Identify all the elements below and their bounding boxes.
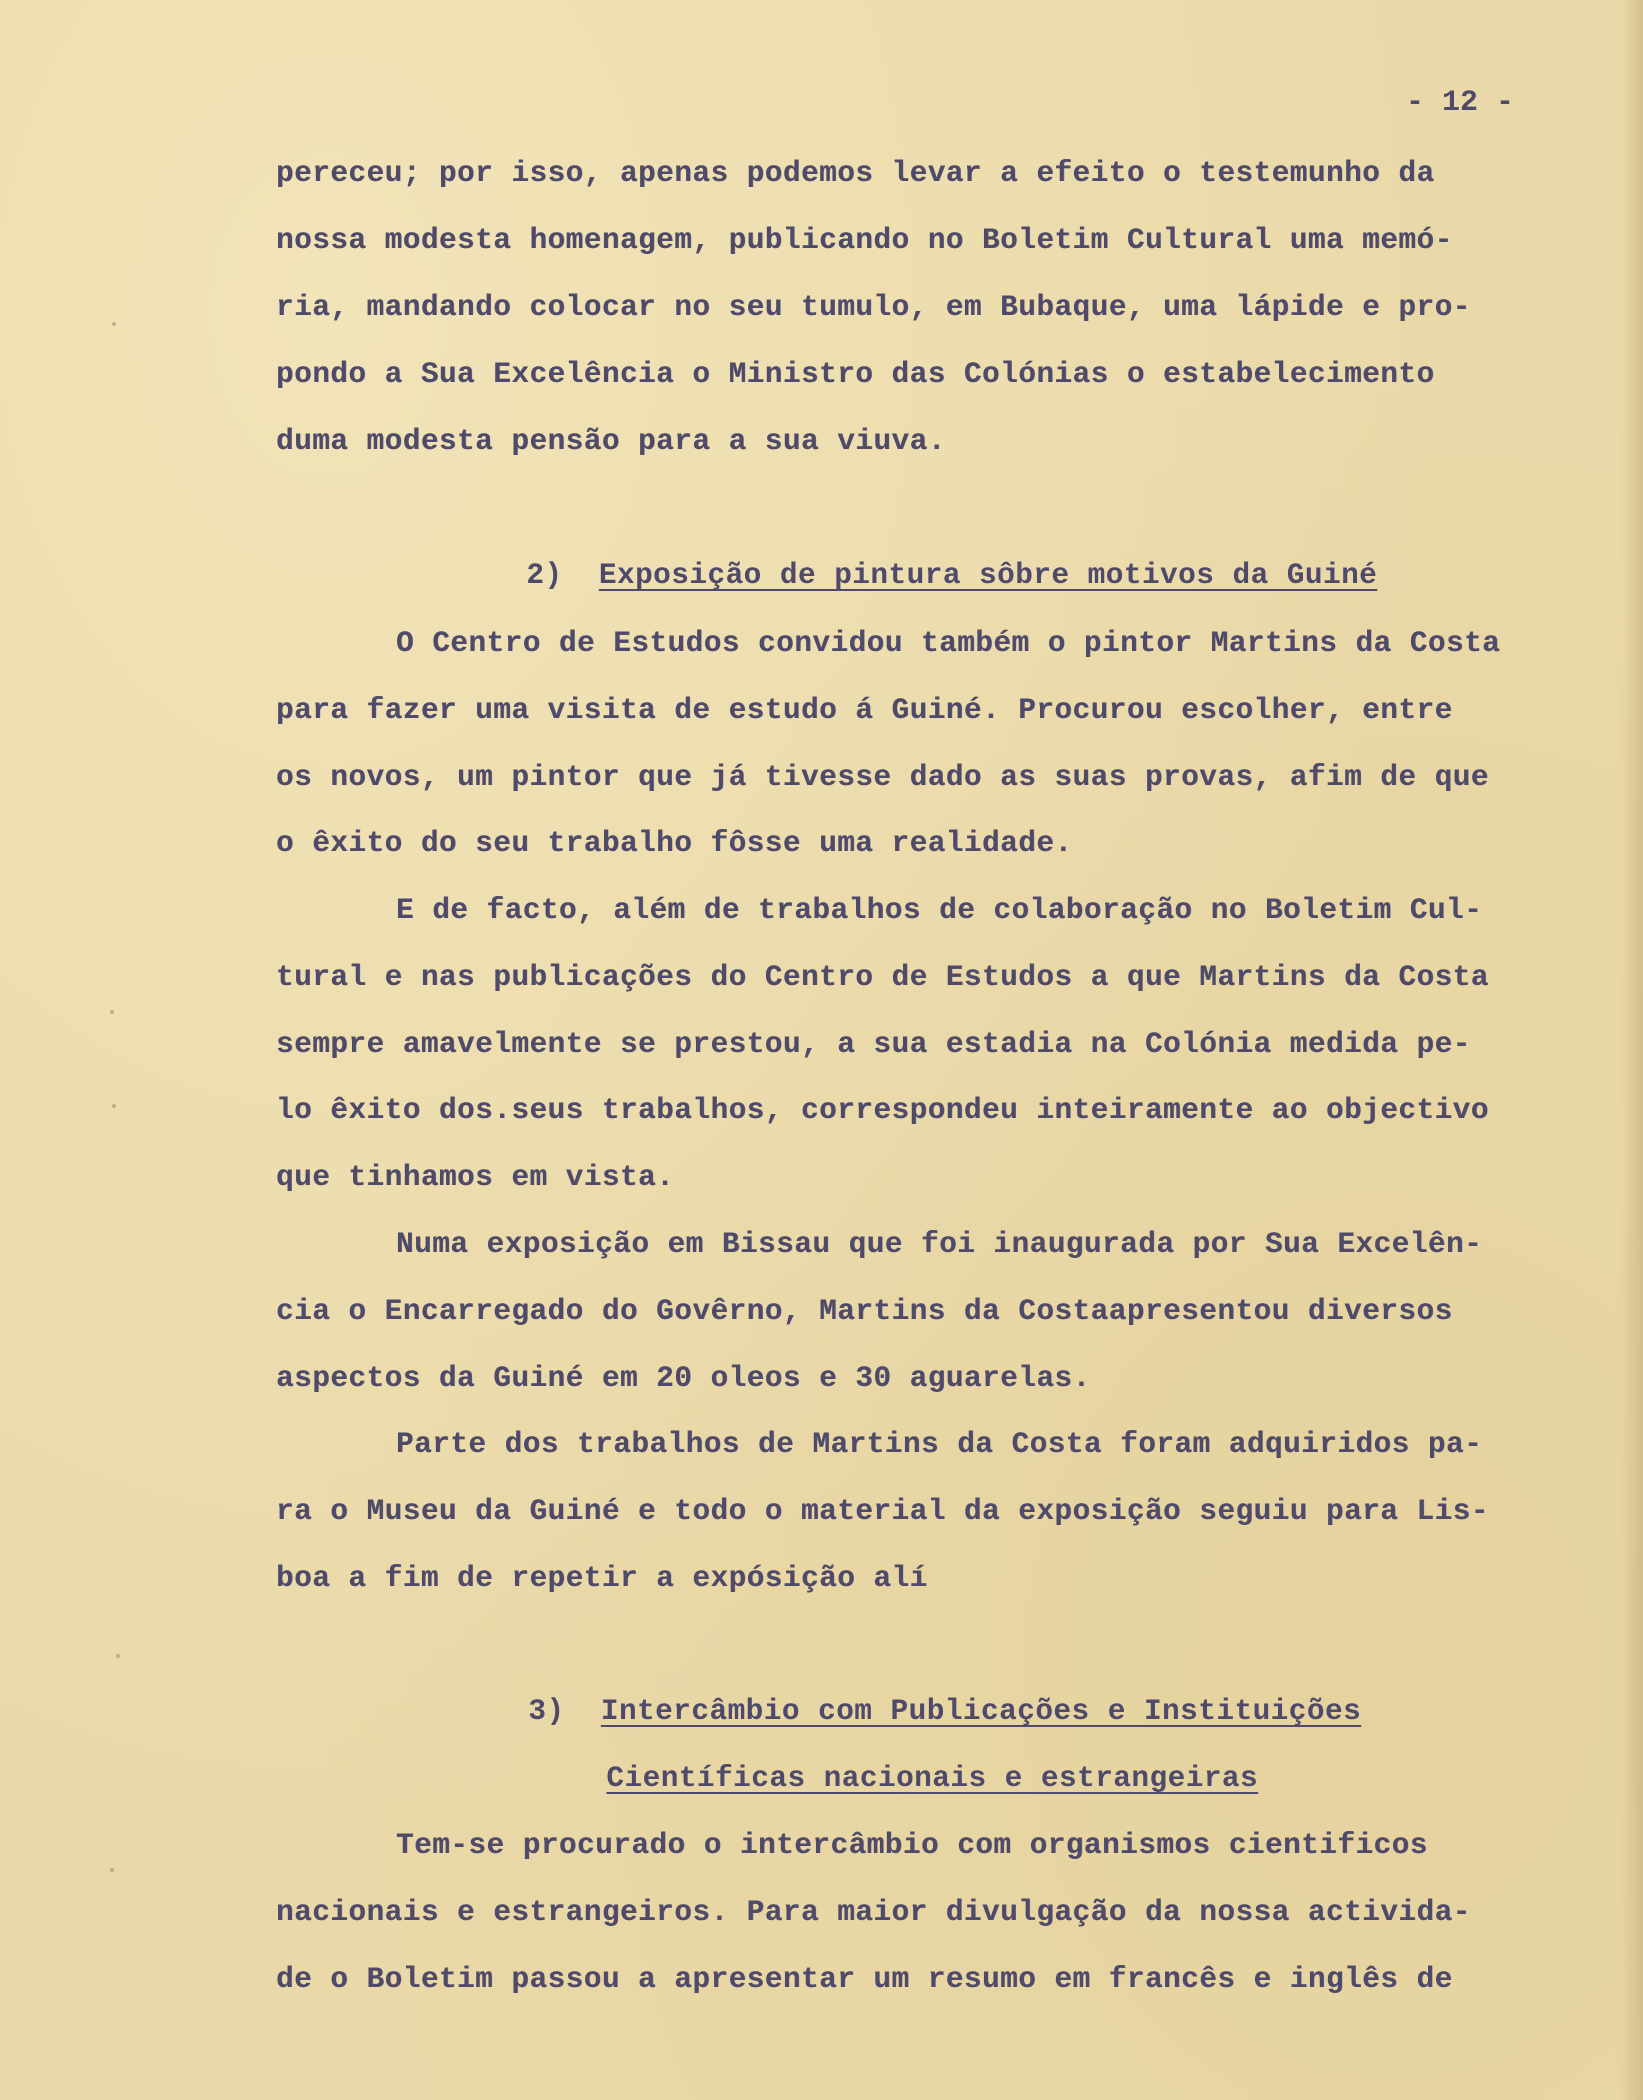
paragraph-4-line: Numa exposição em Bissau que foi inaugurada por Sua Excelên-	[396, 1227, 1483, 1261]
section-2-number: 2)	[526, 558, 563, 592]
paragraph-1-line: nossa modesta homenagem, publicando no Boletim Cultural uma memó-	[276, 223, 1453, 257]
section-2-title: Exposição de pintura sôbre motivos da Guiné	[598, 558, 1378, 592]
paragraph-1-line: duma modesta pensão para a sua viuva.	[276, 424, 946, 458]
paragraph-6-line: Tem-se procurado o intercâmbio com organismos cientificos	[396, 1828, 1428, 1862]
paper-speck	[110, 1868, 114, 1872]
section-2-heading	[454, 524, 1377, 626]
paper-speck	[116, 1654, 120, 1658]
paragraph-6-line: de o Boletim passou a apresentar um resumo em francês e inglês de	[276, 1962, 1453, 1996]
paragraph-3-line: que tinhamos em vista.	[276, 1160, 675, 1194]
section-3-title-line-1: Intercâmbio com Publicações e Instituições	[600, 1694, 1362, 1728]
paragraph-5-line: ra o Museu da Guiné e todo o material da exposição seguiu para Lis-	[276, 1494, 1489, 1528]
paragraph-2-line: os novos, um pintor que já tivesse dado as suas provas, afim de que	[276, 760, 1489, 794]
paragraph-5-line: boa a fim de repetir a expósição alí	[276, 1561, 928, 1595]
paragraph-2-line: para fazer uma visita de estudo á Guiné. Procurou escolher, entre	[276, 693, 1453, 727]
paper-speck	[112, 1104, 116, 1108]
paragraph-4-line: aspectos da Guiné em 20 oleos e 30 aguarelas.	[276, 1361, 1091, 1395]
paragraph-2-line: o êxito do seu trabalho fôsse uma realidade.	[276, 826, 1073, 860]
page-edge-shadow	[1621, 0, 1643, 2100]
paragraph-3-line: tural e nas publicações do Centro de Estudos a que Martins da Costa	[276, 960, 1489, 994]
paragraph-2-line: O Centro de Estudos convidou também o pintor Martins da Costa	[396, 626, 1501, 660]
section-3-number: 3)	[528, 1694, 565, 1728]
page-number: - 12 -	[1406, 86, 1515, 120]
paragraph-4-line: cia o Encarregado do Govêrno, Martins da Costaapresentou diversos	[276, 1294, 1453, 1328]
paragraph-6-line: nacionais e estrangeiros. Para maior divulgação da nossa activida-	[276, 1895, 1471, 1929]
paragraph-1-line: ria, mandando colocar no seu tumulo, em Bubaque, uma lápide e pro-	[276, 290, 1471, 324]
paper-speck	[110, 1010, 114, 1014]
paragraph-3-line: sempre amavelmente se prestou, a sua estadia na Colónia medida pe-	[276, 1027, 1471, 1061]
paragraph-3-line: lo êxito dos.seus trabalhos, correspondeu inteiramente ao objectivo	[276, 1093, 1489, 1127]
paragraph-1-line: pondo a Sua Excelência o Ministro das Colónias o estabelecimento	[276, 357, 1435, 391]
section-3-heading-continuation	[534, 1727, 1258, 1829]
paragraph-5-line: Parte dos trabalhos de Martins da Costa foram adquiridos pa-	[396, 1427, 1483, 1461]
section-3-title-line-2: Científicas nacionais e estrangeiras	[606, 1761, 1259, 1795]
paragraph-1-line: pereceu; por isso, apenas podemos levar a efeito o testemunho da	[276, 156, 1435, 190]
paragraph-3-line: E de facto, além de trabalhos de colaboração no Boletim Cul-	[396, 893, 1483, 927]
paper-speck	[112, 322, 116, 326]
